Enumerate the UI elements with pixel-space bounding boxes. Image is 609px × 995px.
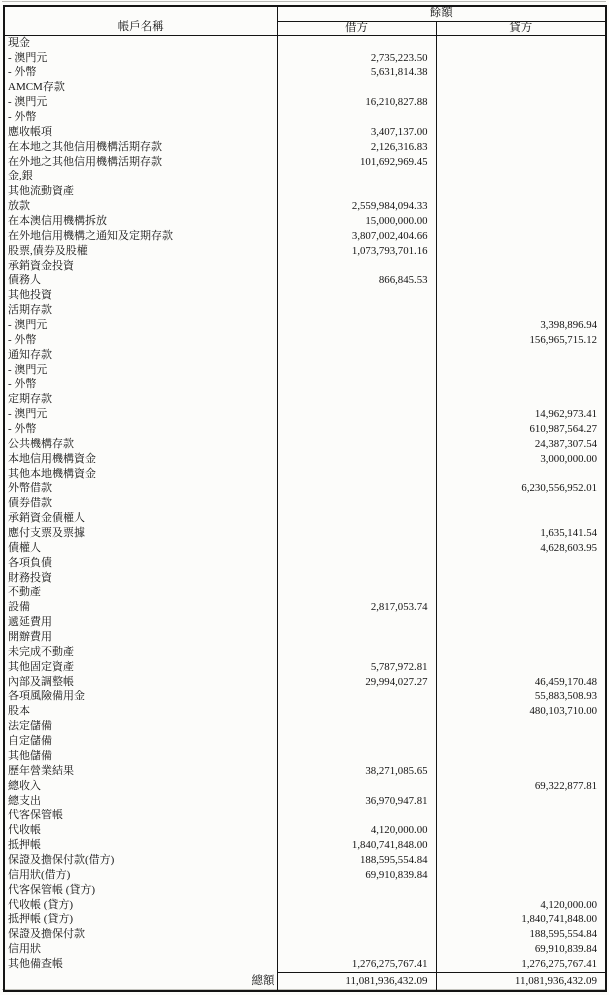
- table-row: [4, 437, 606, 452]
- table-row: [4, 378, 606, 393]
- credit-cell: [436, 809, 606, 824]
- debit-cell: 5,787,972.81: [277, 660, 436, 675]
- account-name-cell: 代客保管帳 (貸方): [4, 883, 277, 898]
- table-row: [4, 586, 606, 601]
- account-name-cell: 代收帳 (貸方): [4, 898, 277, 913]
- account-name-cell: 設備: [4, 601, 277, 616]
- table-row: [4, 140, 606, 155]
- table-row: [4, 333, 606, 348]
- table-row: [4, 645, 606, 660]
- table-row: [4, 720, 606, 735]
- account-name-cell: 公共機構存款: [4, 437, 277, 452]
- debit-cell: [277, 556, 436, 571]
- credit-cell: [436, 185, 606, 200]
- debit-cell: [277, 705, 436, 720]
- table-row: [4, 928, 606, 943]
- account-name-cell: 其他本地機構資金: [4, 467, 277, 482]
- debit-cell: [277, 586, 436, 601]
- credit-cell: [436, 51, 606, 66]
- table-row: [4, 749, 606, 764]
- credit-cell: [436, 586, 606, 601]
- table-row: [4, 155, 606, 170]
- debit-cell: [277, 526, 436, 541]
- account-name-cell: 總支出: [4, 794, 277, 809]
- debit-cell: [277, 378, 436, 393]
- credit-cell: 69,322,877.81: [534, 779, 597, 792]
- credit-cell: [436, 66, 606, 81]
- table-row: [4, 467, 606, 482]
- account-name-cell: - 澳門元: [4, 95, 277, 110]
- credit-cell: [436, 229, 606, 244]
- debit-cell: 2,817,053.74: [277, 601, 436, 616]
- credit-cell: 3,398,896.94: [540, 319, 597, 331]
- account-name-cell: 活期存款: [4, 303, 277, 318]
- credit-cell: [436, 155, 606, 170]
- account-name-cell: - 外幣: [4, 110, 277, 125]
- table-row: [4, 913, 606, 928]
- account-name-cell: - 外幣: [4, 333, 277, 348]
- credit-cell: [436, 244, 606, 259]
- account-name-header: 帳戶名稱: [4, 6, 277, 36]
- table-row: [4, 170, 606, 185]
- debit-cell: [277, 289, 436, 304]
- account-name-cell: 保證及擔保付款(借方): [4, 853, 277, 868]
- table-header: [4, 6, 606, 36]
- table-row: [4, 185, 606, 200]
- credit-cell: [436, 393, 606, 408]
- credit-cell: [436, 274, 606, 289]
- debit-cell: [277, 422, 436, 437]
- debit-cell: [277, 318, 436, 333]
- debit-cell: [277, 303, 436, 318]
- credit-cell: 1,276,275,767.41: [521, 957, 597, 970]
- table-row: [4, 794, 606, 809]
- debit-cell: [277, 170, 436, 185]
- scan-artifact-line: [2, 1, 606, 2]
- credit-cell: [436, 616, 606, 631]
- table-row: [4, 110, 606, 125]
- credit-cell: [436, 259, 606, 274]
- debit-cell: [277, 690, 436, 705]
- table-row: [4, 512, 606, 527]
- table-row: [4, 601, 606, 616]
- table-row: [4, 229, 606, 244]
- credit-cell: 69,910,839.84: [534, 943, 597, 956]
- credit-cell: [436, 140, 606, 155]
- debit-cell: [277, 616, 436, 631]
- table-row: [4, 556, 606, 571]
- credit-cell: 480,103,710.00: [529, 705, 597, 718]
- credit-cell: [436, 95, 606, 110]
- table-row: [4, 95, 606, 110]
- table-row: [4, 957, 606, 972]
- account-name-cell: 股票,債券及股權: [4, 244, 277, 259]
- trial-balance-table: [3, 5, 607, 992]
- debit-column-header: 借方: [277, 21, 436, 36]
- credit-cell: [436, 512, 606, 527]
- debit-cell: [277, 571, 436, 586]
- account-name-cell: - 外幣: [4, 422, 277, 437]
- account-name-cell: 其他儲備: [4, 749, 277, 764]
- credit-cell: [436, 630, 606, 645]
- debit-cell: 5,631,814.38: [277, 66, 436, 81]
- debit-cell: [277, 185, 436, 200]
- debit-cell: 3,807,002,404.66: [277, 229, 436, 244]
- table-row: [4, 497, 606, 512]
- account-name-cell: 抵押帳: [4, 838, 277, 853]
- account-name-cell: 通知存款: [4, 348, 277, 363]
- debit-cell: 36,970,947.81: [277, 794, 436, 809]
- account-name-cell: AMCM存款: [4, 81, 277, 96]
- debit-cell: [277, 630, 436, 645]
- account-name-cell: 不動產: [4, 586, 277, 601]
- credit-cell: 55,883,508.93: [534, 690, 597, 703]
- debit-cell: [277, 898, 436, 913]
- table-row: [4, 660, 606, 675]
- table-row: [4, 363, 606, 378]
- account-name-cell: 應付支票及票據: [4, 526, 277, 541]
- credit-cell: [436, 838, 606, 853]
- table-row: [4, 690, 606, 705]
- credit-cell: [436, 348, 606, 363]
- debit-cell: [277, 81, 436, 96]
- account-name-cell: 其他流動資產: [4, 185, 277, 200]
- credit-cell: 156,965,715.12: [529, 333, 597, 346]
- debit-cell: [277, 482, 436, 497]
- debit-cell: 188,595,554.84: [277, 853, 436, 868]
- balance-header: 餘額: [277, 6, 606, 21]
- table-row: [4, 764, 606, 779]
- credit-cell: [436, 199, 606, 214]
- credit-cell: [436, 824, 606, 839]
- debit-cell: [277, 437, 436, 452]
- credit-cell: [436, 853, 606, 868]
- debit-cell: 1,276,275,767.41: [277, 957, 436, 972]
- table-row: [4, 66, 606, 81]
- debit-cell: [277, 928, 436, 943]
- credit-cell: [436, 868, 606, 883]
- table-row: [4, 571, 606, 586]
- account-name-cell: 其他固定資產: [4, 660, 277, 675]
- debit-cell: 1,840,741,848.00: [277, 838, 436, 853]
- account-name-cell: 在本地之其他信用機構活期存款: [4, 140, 277, 155]
- debit-cell: 29,994,027.27: [277, 675, 436, 690]
- credit-cell: [436, 110, 606, 125]
- credit-column-header: 貸方: [436, 21, 606, 36]
- debit-cell: 4,120,000.00: [277, 824, 436, 839]
- table-row: [4, 51, 606, 66]
- credit-total-value: 11,081,936,432.09: [436, 973, 606, 992]
- table-row: [4, 214, 606, 229]
- account-name-cell: 本地信用機構資金: [4, 452, 277, 467]
- account-name-cell: 外幣借款: [4, 482, 277, 497]
- account-name-cell: 定期存款: [4, 393, 277, 408]
- credit-cell: [436, 556, 606, 571]
- credit-cell: [436, 660, 606, 675]
- debit-cell: [277, 541, 436, 556]
- table-row: [4, 734, 606, 749]
- credit-cell: [436, 764, 606, 779]
- table-row: [4, 942, 606, 957]
- credit-cell: [436, 571, 606, 586]
- credit-cell: 3,000,000.00: [540, 452, 597, 465]
- debit-cell: [277, 809, 436, 824]
- total-row: [4, 973, 606, 992]
- account-name-cell: - 澳門元: [4, 318, 277, 333]
- credit-cell: [436, 749, 606, 764]
- credit-cell: 188,595,554.84: [529, 928, 597, 941]
- table-row: [4, 303, 606, 318]
- account-name-cell: 歷年營業結果: [4, 764, 277, 779]
- table-row: [4, 675, 606, 690]
- account-name-cell: 債務人: [4, 274, 277, 289]
- account-name-cell: 應收帳項: [4, 125, 277, 140]
- debit-cell: 101,692,969.45: [277, 155, 436, 170]
- table-row: [4, 318, 606, 333]
- debit-cell: [277, 333, 436, 348]
- account-name-cell: 各項風險備用金: [4, 690, 277, 705]
- debit-cell: [277, 452, 436, 467]
- debit-cell: [277, 883, 436, 898]
- account-name-cell: 放款: [4, 199, 277, 214]
- credit-cell: 6,230,556,952.01: [521, 482, 597, 495]
- table-row: [4, 274, 606, 289]
- total-label: 總額: [4, 973, 277, 992]
- account-name-cell: 在本澳信用機構拆放: [4, 214, 277, 229]
- debit-cell: [277, 259, 436, 274]
- credit-cell: 1,635,141.54: [540, 527, 597, 540]
- credit-cell: [436, 794, 606, 809]
- account-name-cell: 開辦費用: [4, 630, 277, 645]
- debit-cell: 866,845.53: [277, 274, 436, 289]
- table-row: [4, 616, 606, 631]
- table-row: [4, 81, 606, 96]
- account-name-cell: 信用狀: [4, 942, 277, 957]
- debit-cell: [277, 720, 436, 735]
- account-name-cell: 信用狀(借方): [4, 868, 277, 883]
- debit-cell: [277, 110, 436, 125]
- debit-cell: [277, 363, 436, 378]
- debit-total-value: 11,081,936,432.09: [277, 973, 436, 992]
- credit-cell: 1,840,741,848.00: [521, 913, 597, 926]
- debit-cell: 3,407,137.00: [277, 125, 436, 140]
- table-row: [4, 809, 606, 824]
- debit-cell: 15,000,000.00: [277, 214, 436, 229]
- table-row: [4, 630, 606, 645]
- table-row: [4, 526, 606, 541]
- credit-cell: [436, 497, 606, 512]
- account-name-cell: - 澳門元: [4, 51, 277, 66]
- debit-cell: 16,210,827.88: [277, 95, 436, 110]
- table-row: [4, 289, 606, 304]
- account-name-cell: - 澳門元: [4, 407, 277, 422]
- debit-cell: [277, 393, 436, 408]
- credit-cell: 24,387,307.54: [534, 437, 597, 450]
- account-name-cell: 內部及調整帳: [4, 675, 277, 690]
- account-name-cell: 股本: [4, 705, 277, 720]
- credit-cell: [436, 170, 606, 185]
- credit-cell: [436, 81, 606, 96]
- debit-cell: [277, 734, 436, 749]
- credit-cell: 14,962,973.41: [534, 408, 597, 421]
- table-row: [4, 452, 606, 467]
- table-row: [4, 407, 606, 422]
- credit-cell: [436, 467, 606, 482]
- credit-cell: [436, 363, 606, 378]
- credit-cell: 4,628,603.95: [540, 541, 597, 554]
- table-row: [4, 898, 606, 913]
- table-row: [4, 482, 606, 497]
- account-name-cell: 其他備查帳: [4, 957, 277, 972]
- account-name-cell: 金,銀: [4, 170, 277, 185]
- account-name-cell: 代客保管帳: [4, 809, 277, 824]
- credit-cell: [436, 645, 606, 660]
- debit-cell: 38,271,085.65: [277, 764, 436, 779]
- account-name-cell: 代收帳: [4, 824, 277, 839]
- account-name-cell: 債權人: [4, 541, 277, 556]
- debit-cell: [277, 942, 436, 957]
- credit-cell: 610,987,564.27: [529, 423, 597, 436]
- credit-cell: 4,120,000.00: [540, 898, 597, 911]
- debit-cell: [277, 645, 436, 660]
- table-row: [4, 259, 606, 274]
- table-row: [4, 393, 606, 408]
- account-name-cell: - 外幣: [4, 378, 277, 393]
- debit-cell: [277, 512, 436, 527]
- credit-cell: [436, 720, 606, 735]
- account-name-cell: 抵押帳 (貸方): [4, 913, 277, 928]
- account-name-cell: 承銷資金債權人: [4, 512, 277, 527]
- table-row: [4, 779, 606, 794]
- credit-cell: [436, 883, 606, 898]
- debit-cell: [277, 779, 436, 794]
- account-name-cell: 在外地之其他信用機構活期存款: [4, 155, 277, 170]
- account-name-cell: 自定儲備: [4, 734, 277, 749]
- debit-cell: 69,910,839.84: [277, 868, 436, 883]
- credit-cell: [436, 289, 606, 304]
- credit-cell: [436, 36, 606, 51]
- debit-cell: 2,559,984,094.33: [277, 199, 436, 214]
- account-name-cell: 債券借款: [4, 497, 277, 512]
- debit-cell: [277, 348, 436, 363]
- table-row: [4, 883, 606, 898]
- debit-cell: 2,126,316.83: [277, 140, 436, 155]
- account-name-cell: 在外地信用機構之通知及定期存款: [4, 229, 277, 244]
- debit-cell: [277, 467, 436, 482]
- credit-cell: [436, 378, 606, 393]
- table-row: [4, 125, 606, 140]
- table-row: [4, 36, 606, 51]
- table-row: [4, 244, 606, 259]
- credit-cell: 46,459,170.48: [534, 675, 597, 688]
- account-name-cell: 承銷資金投資: [4, 259, 277, 274]
- account-name-cell: 未完成不動產: [4, 645, 277, 660]
- credit-cell: [436, 734, 606, 749]
- table-body: [4, 36, 606, 973]
- table-row: [4, 838, 606, 853]
- debit-cell: [277, 407, 436, 422]
- table-row: [4, 705, 606, 720]
- table-row: [4, 824, 606, 839]
- table-row: [4, 868, 606, 883]
- debit-cell: [277, 749, 436, 764]
- account-name-cell: 總收入: [4, 779, 277, 794]
- account-name-cell: - 澳門元: [4, 363, 277, 378]
- table-row: [4, 348, 606, 363]
- account-name-cell: 財務投資: [4, 571, 277, 586]
- credit-cell: [436, 125, 606, 140]
- debit-cell: [277, 36, 436, 51]
- table-row: [4, 541, 606, 556]
- table-row: [4, 422, 606, 437]
- debit-cell: 2,735,223.50: [277, 51, 436, 66]
- account-name-cell: 其他投資: [4, 289, 277, 304]
- account-name-cell: - 外幣: [4, 66, 277, 81]
- table-row: [4, 199, 606, 214]
- credit-cell: [436, 601, 606, 616]
- debit-cell: [277, 913, 436, 928]
- account-name-cell: 遞延費用: [4, 616, 277, 631]
- debit-cell: [277, 497, 436, 512]
- table-row: [4, 853, 606, 868]
- account-name-cell: 法定儲備: [4, 720, 277, 735]
- account-name-cell: 各項負債: [4, 556, 277, 571]
- account-name-cell: 現金: [4, 36, 277, 51]
- table-footer: [4, 973, 606, 992]
- credit-cell: [436, 214, 606, 229]
- account-name-cell: 保證及擔保付款: [4, 928, 277, 943]
- credit-cell: [436, 303, 606, 318]
- debit-cell: 1,073,793,701.16: [277, 244, 436, 259]
